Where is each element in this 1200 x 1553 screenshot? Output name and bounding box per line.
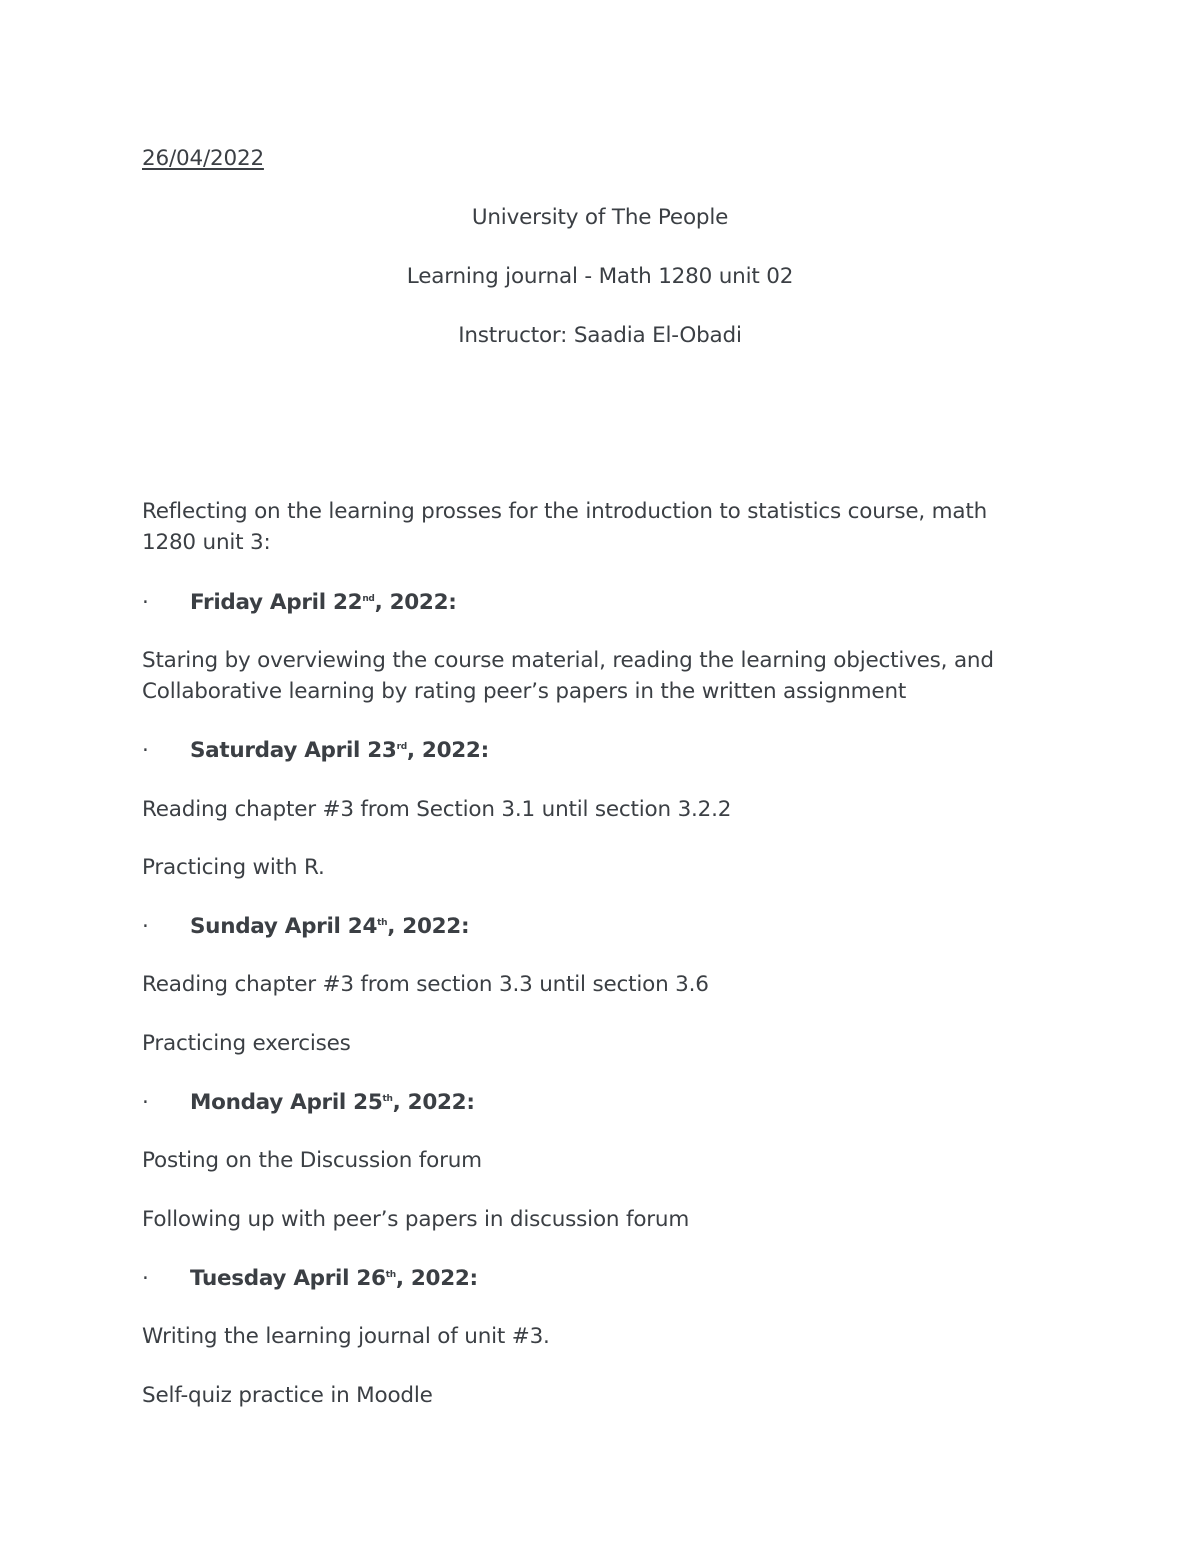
entry-heading-monday [142,1087,475,1118]
entry-text: Following up with peer’s papers in discussion forum [142,1207,690,1232]
instructor-name: Instructor: Saadia El-Obadi [458,323,742,348]
entry-text: Practicing exercises [142,1031,351,1056]
entry-text: Practicing with R. [142,855,325,880]
entry-text: Reading chapter #3 from section 3.3 until section 3.6 [142,972,709,997]
day-label: Tuesday April 26th, 2022: [190,1266,478,1291]
entry-heading-sunday [142,911,469,942]
intro-paragraph: Reflecting on the learning prosses for the introduction to statistics course, math 1280 unit 3: [142,499,987,555]
bullet-icon: · [142,914,149,939]
document-date: 26/04/2022 [142,146,264,171]
bullet-icon: · [142,1266,149,1291]
bullet-icon: · [142,1090,149,1115]
university-name: University of The People [471,205,729,230]
day-label: Saturday April 23rd, 2022: [190,738,489,763]
bullet-icon: · [142,738,149,763]
entry-heading-saturday [142,735,489,766]
entry-text: Self-quiz practice in Moodle [142,1383,433,1408]
entry-text: Posting on the Discussion forum [142,1148,482,1173]
day-label: Friday April 22nd, 2022: [190,590,457,615]
course-title: Learning journal - Math 1280 unit 02 [406,264,794,289]
day-label: Monday April 25th, 2022: [190,1090,475,1115]
bullet-icon: · [142,590,149,615]
entry-text: Writing the learning journal of unit #3. [142,1324,550,1349]
entry-heading-tuesday [142,1263,478,1294]
entry-text: Staring by overviewing the course material, reading the learning objectives, and Collaborative learning by rating peer’s papers in the written assignment [142,648,994,704]
day-label: Sunday April 24th, 2022: [190,914,470,939]
entry-heading-friday [142,587,457,618]
entry-text: Reading chapter #3 from Section 3.1 until section 3.2.2 [142,797,732,822]
